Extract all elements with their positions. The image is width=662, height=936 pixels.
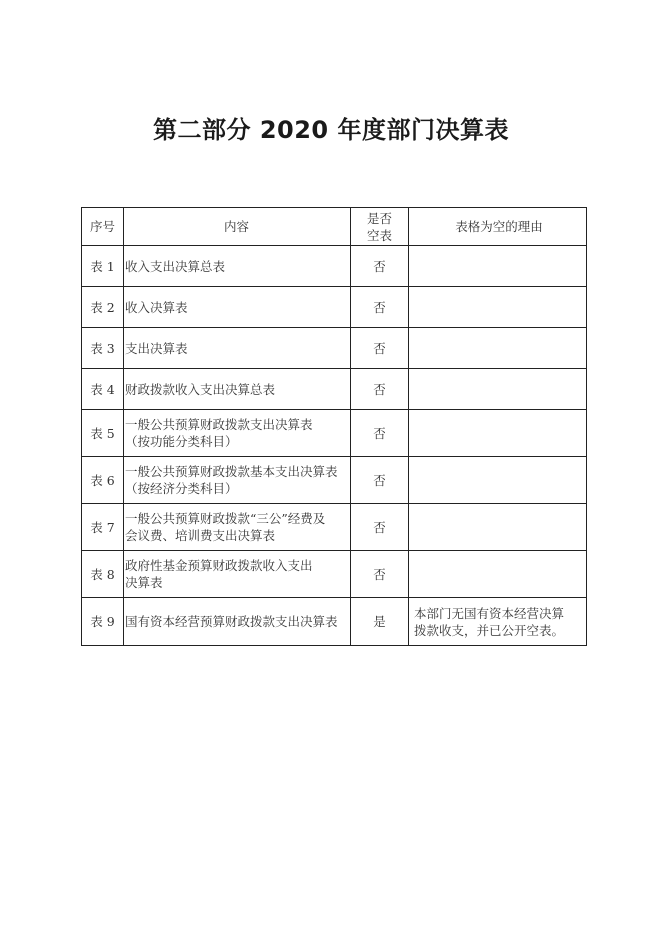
row-content-line1: 一般公共预算财政拨款基本支出决算表 <box>125 464 338 479</box>
header-number: 序号 <box>82 208 124 246</box>
statement-index-table <box>81 207 587 646</box>
table-row <box>82 369 587 410</box>
table-row <box>82 246 587 287</box>
header-is-empty <box>351 208 409 246</box>
row-content <box>124 246 351 287</box>
row-is-empty: 否 <box>351 369 409 410</box>
row-content <box>124 457 351 504</box>
row-content-line1: 财政拨款收入支出决算总表 <box>125 381 276 397</box>
header-reason: 表格为空的理由 <box>409 208 587 246</box>
row-content <box>124 369 351 410</box>
row-content-line2: 会议费、培训费支出决算表 <box>125 528 276 543</box>
row-content-line1: 一般公共预算财政拨款支出决算表 <box>125 417 313 432</box>
row-is-empty: 否 <box>351 246 409 287</box>
row-content-line1: 收入决算表 <box>125 299 188 315</box>
row-is-empty: 否 <box>351 287 409 328</box>
row-reason <box>409 410 587 457</box>
row-number: 表 5 <box>82 410 124 457</box>
row-is-empty: 否 <box>351 551 409 598</box>
row-reason <box>409 457 587 504</box>
row-reason <box>409 246 587 287</box>
table-row <box>82 598 587 646</box>
row-is-empty: 是 <box>351 598 409 646</box>
header-content: 内容 <box>124 208 351 246</box>
row-is-empty: 否 <box>351 457 409 504</box>
row-number: 表 4 <box>82 369 124 410</box>
row-number: 表 8 <box>82 551 124 598</box>
table-header-row <box>82 208 587 246</box>
row-reason <box>409 287 587 328</box>
row-is-empty: 否 <box>351 504 409 551</box>
table-row <box>82 410 587 457</box>
row-number: 表 3 <box>82 328 124 369</box>
row-content <box>124 598 351 646</box>
row-content <box>124 551 351 598</box>
row-number: 表 6 <box>82 457 124 504</box>
row-is-empty: 否 <box>351 410 409 457</box>
row-is-empty: 否 <box>351 328 409 369</box>
header-is-empty-line1: 是否 <box>366 210 392 226</box>
row-content <box>124 287 351 328</box>
table-row <box>82 287 587 328</box>
row-content-line2: （按功能分类科目） <box>125 434 238 449</box>
table-row <box>82 457 587 504</box>
row-number: 表 7 <box>82 504 124 551</box>
table-row <box>82 504 587 551</box>
page-title: 第二部分 2020 年度部门决算表 <box>152 116 509 144</box>
row-content-line1: 收入支出决算总表 <box>125 258 226 274</box>
row-content-line2: （按经济分类科目） <box>125 481 238 496</box>
row-content <box>124 504 351 551</box>
row-reason <box>409 504 587 551</box>
row-reason <box>409 369 587 410</box>
row-number: 表 9 <box>82 598 124 646</box>
header-is-empty-line2: 空表 <box>366 227 392 243</box>
row-reason <box>409 598 587 646</box>
row-reason <box>409 328 587 369</box>
row-reason <box>409 551 587 598</box>
row-content <box>124 410 351 457</box>
row-content-line1: 国有资本经营预算财政拨款支出决算表 <box>125 614 338 629</box>
row-content-line1: 政府性基金预算财政拨款收入支出 <box>125 558 313 573</box>
row-reason-line1: 本部门无国有资本经营决算 <box>414 605 565 621</box>
table-row <box>82 551 587 598</box>
row-number: 表 2 <box>82 287 124 328</box>
row-content-line1: 支出决算表 <box>125 340 188 356</box>
row-content <box>124 328 351 369</box>
row-content-line2: 决算表 <box>125 575 163 590</box>
row-reason-line2: 拨款收支，并已公开空表。 <box>414 622 565 638</box>
row-content-line1: 一般公共预算财政拨款“三公”经费及 <box>125 511 326 526</box>
table-row <box>82 328 587 369</box>
row-number: 表 1 <box>82 246 124 287</box>
